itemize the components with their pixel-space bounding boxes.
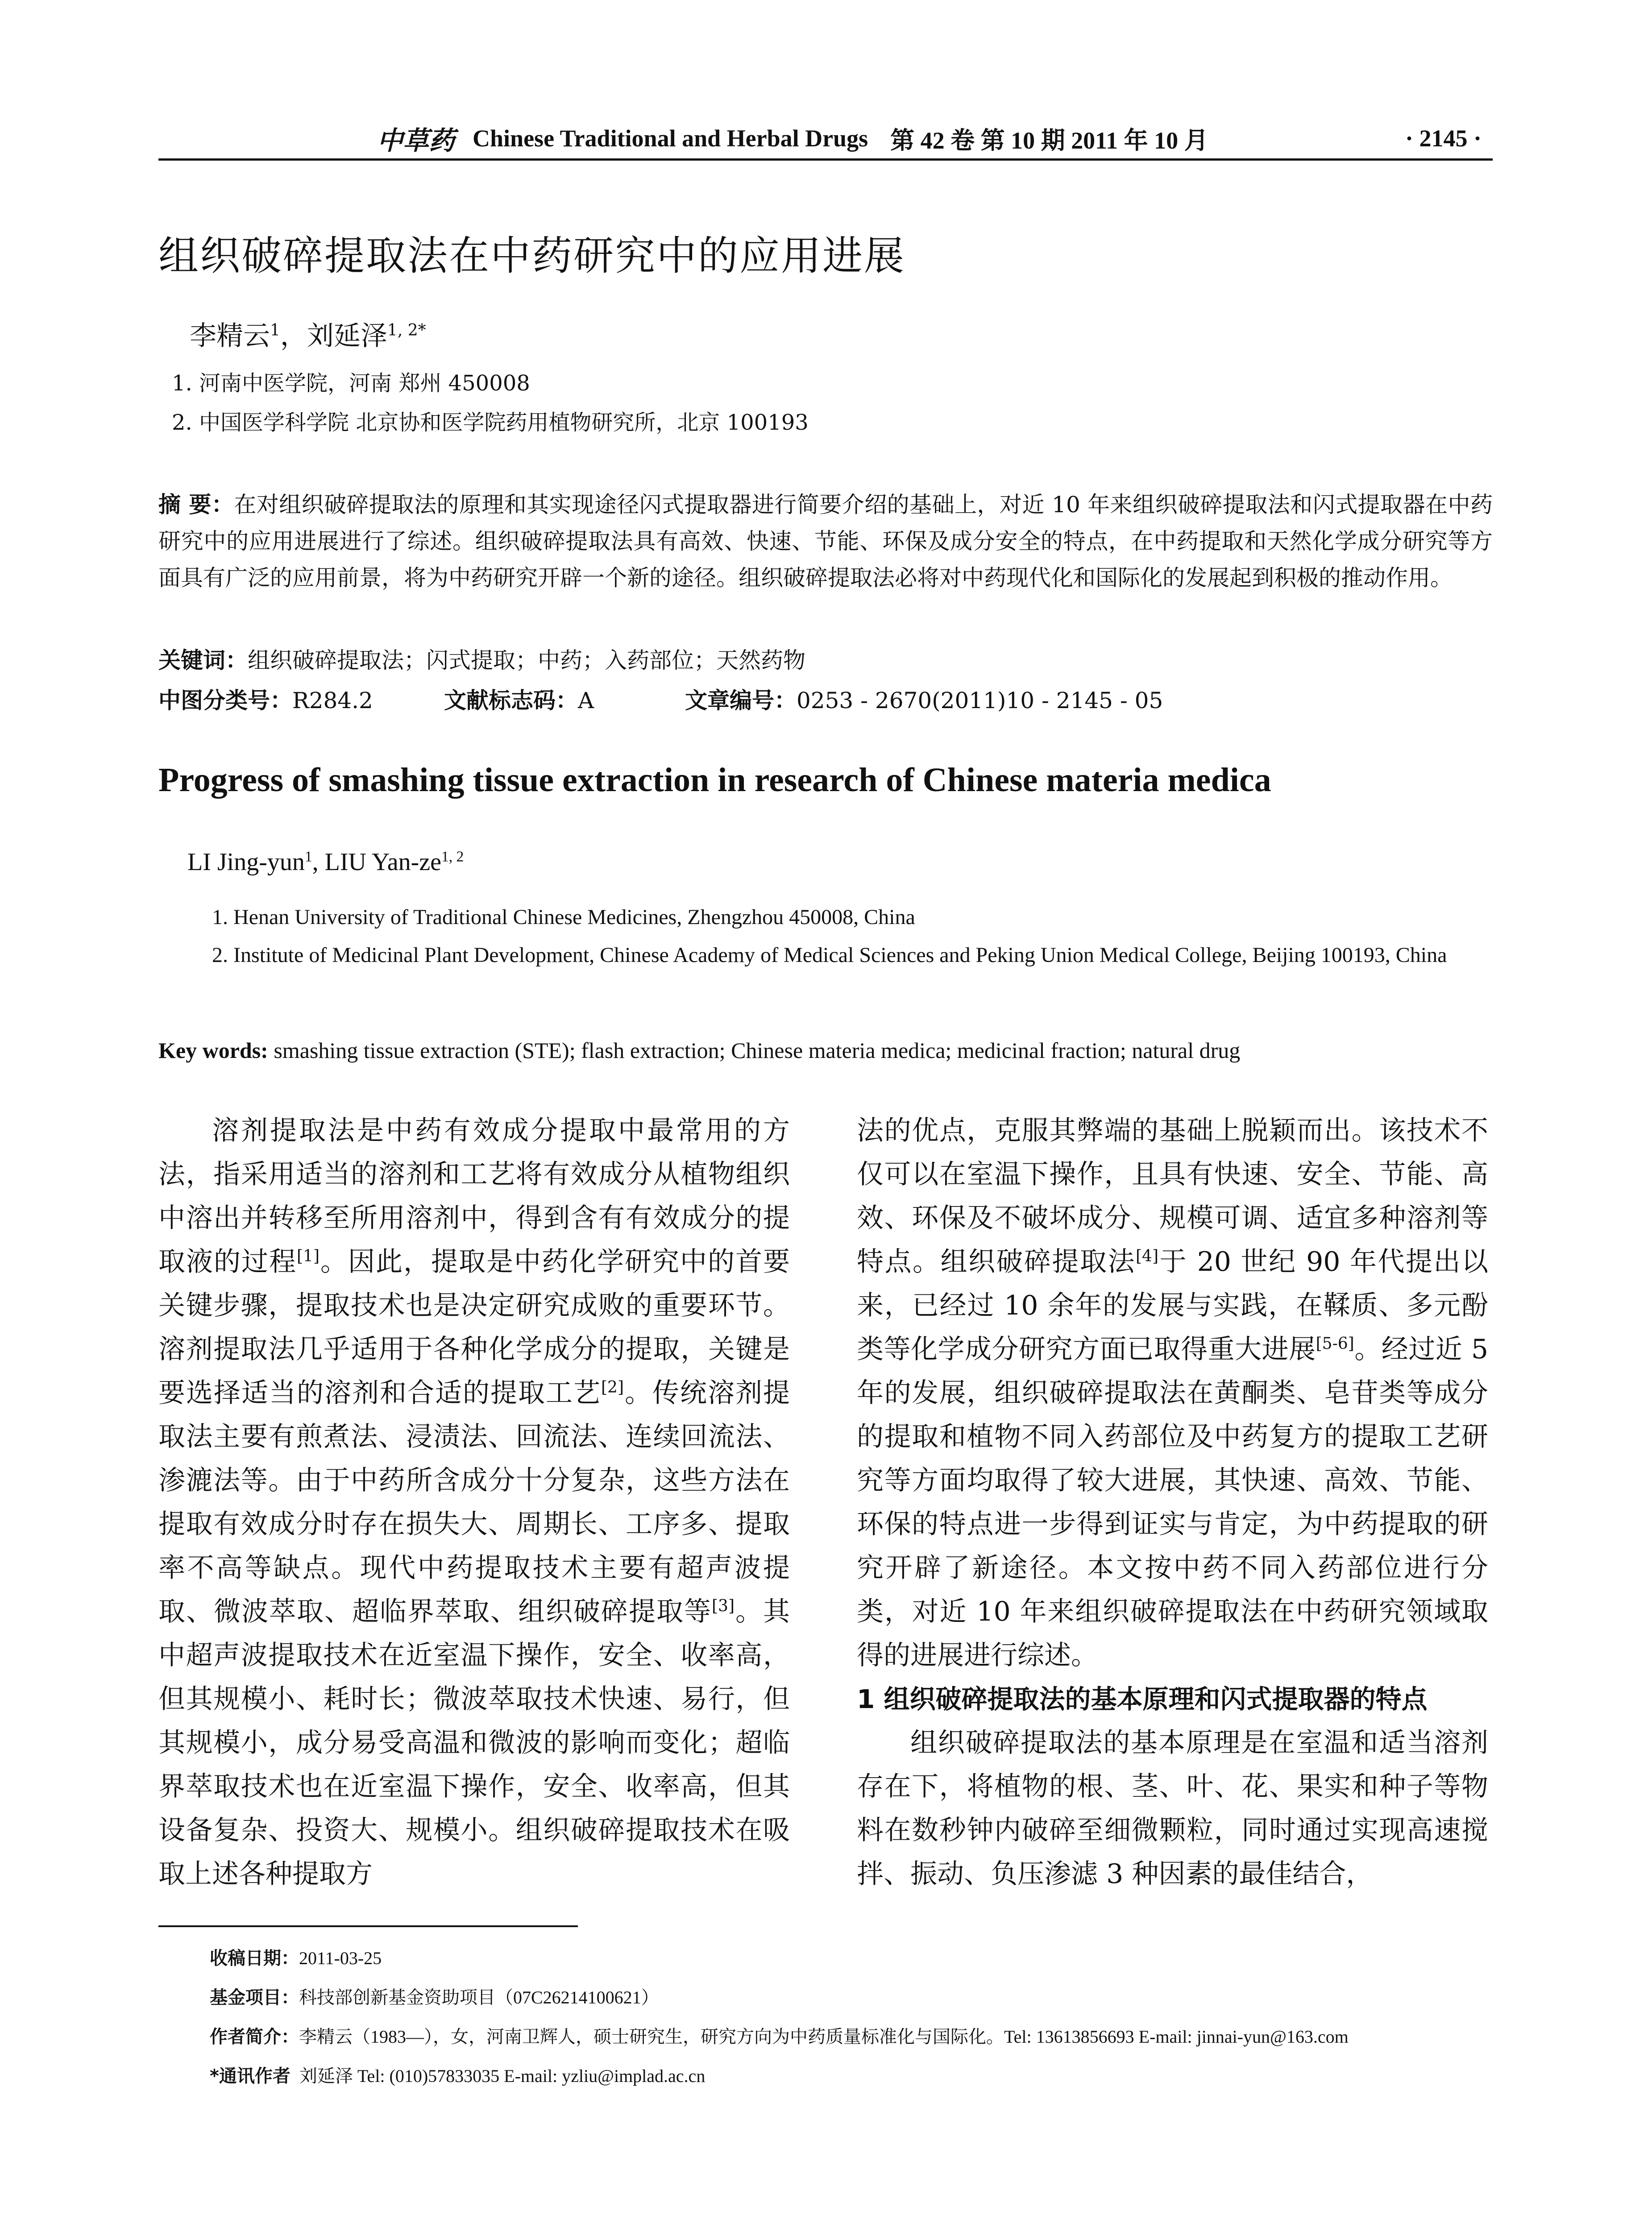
title-chinese: 组织破碎提取法在中药研究中的应用进展: [158, 232, 905, 279]
author-affiliation-mark: 1, 2: [441, 848, 464, 865]
journal-issue: 第 42 卷 第 10 期 2011 年 10 月: [890, 127, 1208, 154]
clc-value: R284.2: [292, 688, 373, 713]
abstract-label: 摘 要：: [158, 492, 234, 518]
body-column-right: [857, 1109, 1488, 1896]
abstract-chinese: [158, 486, 1493, 596]
abstract-text: 在对组织破碎提取法的原理和其实现途径闪式提取器进行简要介绍的基础上，对近 10 年来组织破碎提取法和闪式提取器在中药研究中的应用进展进行了综述。组织破碎提取法具有高效、快速、节能、环保及成分安全的特点，在中药提取和天然化学成分研究等方面具有广泛的应用前景，将为中药研究开辟一个新的途径。组织破碎提取法必将对中药现代化和国际化的发展起到积极的推动作用。: [158, 492, 1493, 591]
affiliation-chinese-2: 2. 中国医学科学院 北京协和医学院药用植物研究所，北京 100193: [172, 410, 809, 435]
keywords-text: smashing tissue extraction (STE); flash extraction; Chinese materia medica; medicinal fraction; natural drug: [274, 1038, 1241, 1063]
document-code: [444, 683, 685, 715]
article-number-value: 0253 - 2670(2011)10 - 2145 - 05: [797, 688, 1163, 713]
citation-link[interactable]: [4]: [1136, 1247, 1159, 1265]
footnote-text: 刘延泽 Tel: (010)57833035 E-mail: yzliu@implad.ac.cn: [299, 2066, 706, 2086]
author-separator: ，: [280, 320, 307, 352]
footnote-fund: [210, 1978, 1493, 2017]
section-heading: 1 组织破碎提取法的基本原理和闪式提取器的特点: [857, 1684, 1428, 1714]
running-header: [158, 120, 1493, 156]
paragraph-text: 。传统溶剂提取法主要有煎煮法、浸渍法、回流法、连续回流法、渗漉法等。由于中药所含成分十分复杂，这些方法在提取有效成分时存在损失大、周期长、工序多、提取率不高等缺点。现代中药提取技术主要有超声波提取、微波萃取、超临界萃取、组织破碎提取等: [158, 1377, 790, 1627]
footnote-label: 作者简介：: [210, 2027, 299, 2047]
paragraph-text: 溶剂提取法是中药有效成分提取中最常用的方法，指采用适当的溶剂和工艺将有效成分从植物组织中溶出并转移至所用溶剂中，得到含有有效成分的提取液的过程: [158, 1115, 790, 1277]
authors-chinese: [190, 315, 426, 353]
body-column-left: [158, 1109, 790, 1896]
footnote-text: 科技部创新基金资助项目（07C26214100621）: [299, 1987, 659, 2007]
document-code-value: A: [578, 688, 594, 713]
paragraph-text: 于 20 世纪 90 年代提出以来，已经过 10 余年的发展与实践，在鞣质、多元酚类等化学成分研究方面已取得重大进展: [857, 1246, 1489, 1365]
footnote-received: [210, 1939, 1493, 1978]
keywords-english: [158, 1037, 1240, 1063]
author-separator: ,: [312, 848, 325, 876]
paragraph-text: 。经过近 5 年的发展，组织破碎提取法在黄酮类、皂苷类等成分的提取和植物不同入药部位及中药复方的提取工艺研究等方面均取得了较大进展，其快速、高效、节能、环保的特点进一步得到证实与肯定，为中药提取的研究开辟了新途径。本文按中药不同入药部位进行分类，对近 10 年来组织破碎提取法在中药研究领域取得的进展进行综述。: [857, 1334, 1488, 1671]
keywords-label: 关键词：: [158, 647, 248, 673]
citation-link[interactable]: [1]: [297, 1247, 320, 1265]
footnote-label: 收稿日期：: [210, 1948, 299, 1969]
body-paragraph: [857, 1109, 1488, 1677]
keywords-label: Key words:: [158, 1038, 268, 1063]
footnote-author-bio: [210, 2017, 1493, 2057]
author-name: 李精云: [190, 320, 270, 352]
affiliation-chinese-1: 1. 河南中医学院，河南 郑州 450008: [172, 371, 530, 396]
author-name: 刘延泽: [307, 320, 387, 352]
keywords-chinese: [158, 643, 805, 675]
page-number: · 2145 ·: [1405, 125, 1482, 152]
citation-link[interactable]: [5-6]: [1316, 1335, 1354, 1353]
paragraph-text: 。其中超声波提取技术在近室温下操作，安全、收率高，但其规模小、耗时长；微波萃取技术快速、易行，但其规模小，成分易受高温和微波的影响而变化；超临界萃取技术也在近室温下操作，安全、收率高，但其设备复杂、投资大、规模小。组织破碎提取技术在吸取上述各种提取方: [158, 1596, 790, 1890]
header-divider: [158, 158, 1493, 161]
classification-line: [158, 683, 1493, 715]
footnotes: [210, 1939, 1493, 2096]
clc-number: [158, 683, 444, 715]
authors-english: [187, 848, 464, 876]
author-affiliation-mark: 1: [304, 848, 312, 865]
footnote-label: 基金项目：: [210, 1987, 299, 2008]
affiliation-english-2: 2. Institute of Medicinal Plant Development, Chinese Academy of Medical Sciences and Peking Union Medical College, Beijing 100193, China: [212, 943, 1447, 967]
footnote-divider: [158, 1925, 578, 1927]
document-code-label: 文献标志码：: [444, 688, 578, 713]
journal-logo: 中草药: [377, 126, 455, 155]
keywords-text: 组织破碎提取法；闪式提取；中药；入药部位；天然药物: [248, 647, 805, 673]
footnote-text: 李精云（1983—），女，河南卫辉人，硕士研究生，研究方向为中药质量标准化与国际化。Tel: 13613856693 E-mail: jinnai-yun@163.com: [299, 2027, 1349, 2047]
clc-label: 中图分类号：: [158, 688, 292, 713]
author-affiliation-mark: 1, 2*: [387, 321, 426, 340]
footnote-label: *通讯作者: [210, 2066, 291, 2086]
footnote-corresponding: [210, 2057, 1493, 2096]
paragraph-text: 。因此，提取是中药化学研究中的首要关键步骤，提取技术也是决定研究成败的重要环节。溶剂提取法几乎适用于各种化学成分的提取，关键是要选择适当的溶剂和合适的提取工艺: [158, 1246, 790, 1409]
footnote-text: 2011-03-25: [299, 1948, 382, 1968]
affiliation-english-1: 1. Henan University of Traditional Chinese Medicines, Zhengzhou 450008, China: [212, 905, 915, 929]
body-paragraph: [158, 1109, 790, 1896]
author-name: LIU Yan-ze: [324, 848, 441, 876]
author-affiliation-mark: 1: [270, 321, 280, 340]
paragraph-text: 法的优点，克服其弊端的基础上脱颖而出。该技术不仅可以在室温下操作，且具有快速、安全、节能、高效、环保及不破坏成分、规模可调、适宜多种溶剂等特点。组织破碎提取法: [857, 1115, 1488, 1277]
body-paragraph: 组织破碎提取法的基本原理是在室温和适当溶剂存在下，将植物的根、茎、叶、花、果实和种子等物料在数秒钟内破碎至细微颗粒，同时通过实现高速搅拌、振动、负压渗滤 3 种因素的最佳结合，: [857, 1727, 1488, 1890]
author-name: LI Jing-yun: [187, 848, 305, 876]
article-number-label: 文章编号：: [685, 688, 797, 713]
title-english: Progress of smashing tissue extraction in research of Chinese materia medica: [158, 761, 1271, 799]
article-number: [685, 683, 1163, 715]
citation-link[interactable]: [2]: [601, 1378, 624, 1397]
journal-info: [377, 120, 1208, 157]
journal-name-en: Chinese Traditional and Herbal Drugs: [473, 125, 868, 152]
citation-link[interactable]: [3]: [712, 1597, 735, 1615]
